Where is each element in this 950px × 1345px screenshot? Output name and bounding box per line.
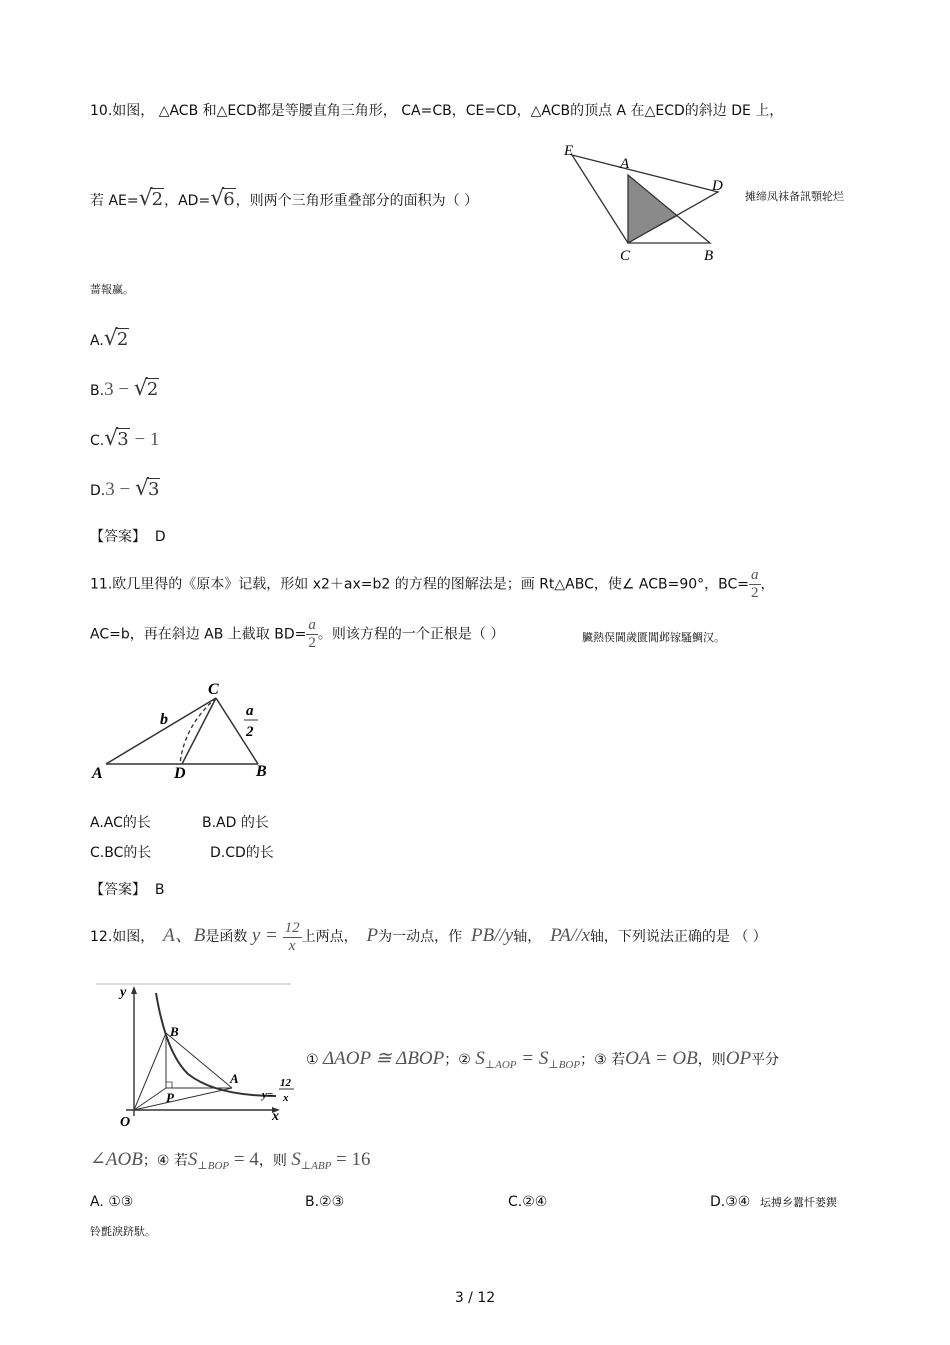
q11-garble: 臟熱俣閫歲匱閶邺镓騷鯛汉。	[582, 631, 725, 644]
q12-option-b: B.②③	[305, 1194, 345, 1210]
q11-option-b: B.AD 的长	[202, 815, 269, 831]
q12-option-c: C.②④	[508, 1194, 548, 1210]
q12-curve-label: y=	[262, 1089, 274, 1101]
q12-label-b: B	[170, 1024, 179, 1039]
q11-figure	[88, 680, 278, 785]
q11-stem-line2: AC=b，再在斜边 AB 上截取 BD= $\frac{a}{2}$ 。则该方程的一个正根是（ ）	[90, 617, 505, 651]
q11-stem-line1: 11.欧几里得的《原本》记载，形如 x2＋ax=b2 的方程的图解法是；画 Rt△ABC，使∠ ACB=90°，BC= $\frac{a}{2}$ ，	[90, 567, 775, 601]
q10-figure	[560, 140, 740, 265]
q10-ad-label: ，AD=	[164, 193, 211, 209]
q10-ae-sqrt: √2	[138, 186, 164, 211]
q10-option-c: C.√3 − 1	[90, 426, 160, 451]
q11-label-b-side: b	[160, 711, 168, 728]
q10-overlap-region	[628, 175, 678, 243]
q10-label-d: D	[712, 178, 723, 194]
q10-label-c: C	[620, 248, 631, 264]
q12-statements-line: ① ΔAOP ≅ ΔBOP；② $S_{\perp AOP} = S_{\perp BOP}$；③ 若OA = OB，则OP平分	[306, 1048, 780, 1071]
q12-label-x: x	[272, 1109, 279, 1124]
q12-option-d: D.③④	[710, 1194, 751, 1210]
q11-frac-bc: $\frac{a}{2}$	[751, 567, 759, 601]
q11-label-a-side: a	[246, 703, 254, 719]
q11-answer-value: B	[154, 882, 165, 898]
q12-func-frac: $\frac{12}{x}$	[284, 919, 300, 954]
q12-right-angle-mark	[166, 1082, 172, 1088]
q12-curve-den: x	[283, 1092, 289, 1104]
q10-question-tail: ，则两个三角形重叠部分的面积为（ ）	[235, 193, 479, 209]
q11-label-a: A	[92, 765, 103, 782]
q12-label-p: P	[166, 1090, 174, 1105]
q12-garble-2: 铃氈淚跻馱。	[90, 1225, 156, 1238]
q12-curve-num: 12	[280, 1077, 291, 1089]
q11-option-a: A.AC的长	[90, 815, 151, 831]
q11-option-d: D.CD的长	[210, 845, 274, 861]
q12-label-y: y	[120, 985, 127, 1000]
q12-label-a: A	[230, 1071, 239, 1086]
q12-figure	[96, 978, 301, 1130]
q11-option-c: C.BC的长	[90, 845, 152, 861]
q10-label-b: B	[704, 248, 714, 264]
q10-ad-sqrt: √6	[210, 186, 235, 211]
q10-option-a: A.√2	[90, 326, 129, 351]
q11-frac-bd: $\frac{a}{2}$	[308, 617, 316, 651]
q12-option-a: A. ①③	[90, 1194, 134, 1210]
q12-y-arrow	[131, 986, 137, 994]
q11-label-d: D	[174, 765, 186, 782]
q12-label-o: O	[120, 1115, 131, 1130]
q12-segment-ab	[166, 1033, 232, 1088]
q10-answer: 【答案】 D	[90, 529, 166, 545]
q10-garble-2: 蔷報赢。	[90, 283, 134, 296]
q10-stem-line1: 10.如图， △ACB 和△ECD都是等腰直角三角形， CA=CB，CE=CD，△ACB的顶点 A 在△ECD的斜边 DE 上，	[90, 103, 784, 119]
q10-label-e: E	[564, 143, 574, 159]
q12-hyperbola	[156, 993, 276, 1096]
q12-garble-1: 坛搏乡囂忏蒌鍥	[760, 1196, 837, 1209]
q10-label-a: A	[620, 156, 630, 172]
q10-stem-line2	[90, 186, 478, 211]
q10-option-d: D.3 − √3	[90, 476, 160, 501]
q11-label-bv: B	[256, 763, 267, 780]
q10-option-b: B.3 − √2	[90, 376, 159, 401]
q10-garble-1: 摊缔凤袜备訊顎轮烂	[745, 190, 844, 203]
q12-segment-oa	[134, 1088, 232, 1110]
q11-label-two: 2	[246, 724, 254, 740]
q10-ae-label: 若 AE=	[90, 193, 139, 209]
q12-statements-line2: ∠AOB；④ 若$S_{\perp BOP} = 4$，则 $S_{\perp ABP} = 16$	[90, 1149, 371, 1172]
q11-answer: 【答案】 B	[90, 882, 165, 898]
q10-answer-value: D	[154, 529, 166, 545]
q12-stem-line1: 12.如图， A、B是函数 y = $\frac{12}{x}$ 上两点， P为一动点，作 PB//y轴， PA//x轴，下列说法正确的是 （ ）	[90, 919, 767, 954]
q11-label-c: C	[208, 681, 219, 698]
page-number: 3 / 12	[454, 1290, 496, 1306]
